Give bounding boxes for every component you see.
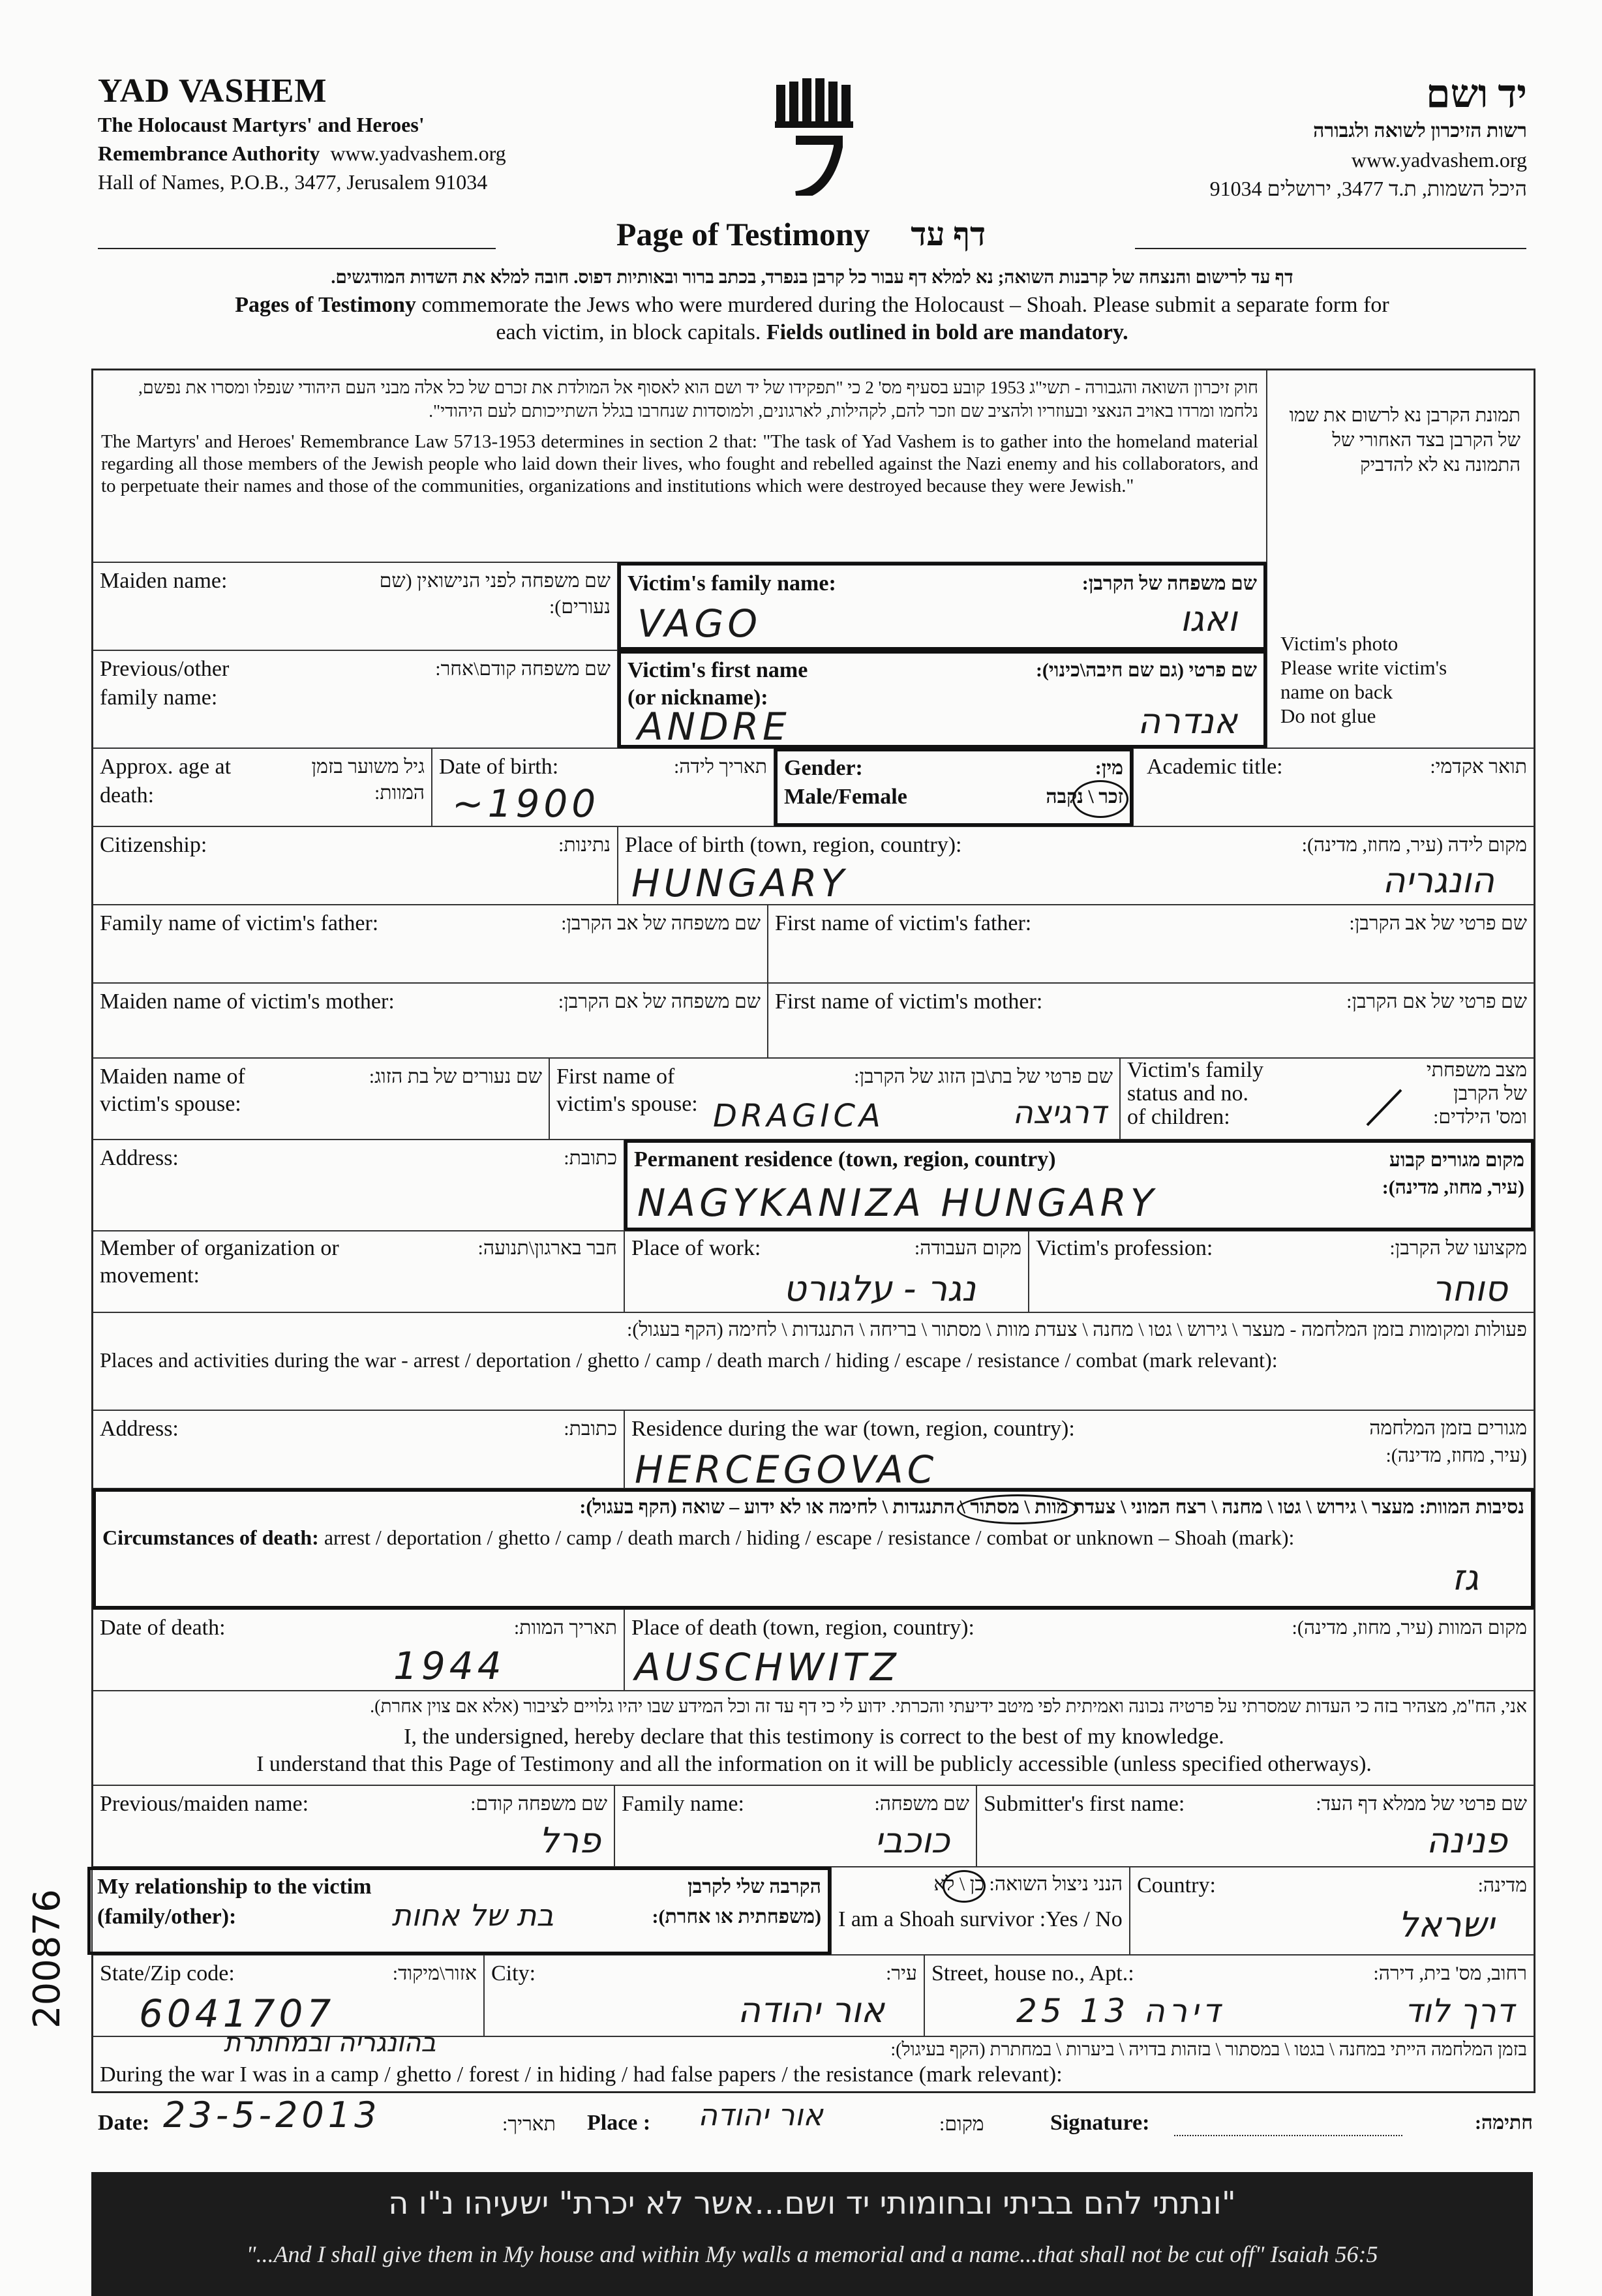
address-label-he: כתובת: (564, 1147, 617, 1169)
birthplace-value-he: הונגריה (1382, 860, 1494, 901)
photo-instructions-en (1280, 631, 1447, 728)
death-date-label: Date of death: (100, 1616, 226, 1640)
family-name-label-he: שם משפחה של הקרבן: (1081, 573, 1257, 594)
declaration-en-1: I, the undersigned, hereby declare that this testimony is correct to the best of my knowledge. (404, 1725, 1224, 1749)
place-work-label-he: מקום העבודה: (914, 1237, 1021, 1259)
first-name-label-he: שם פרטי (גם שם חיבה\כינוי): (1035, 659, 1257, 681)
war-res-label-he-1: מגורים בזמן המלחמה (1369, 1417, 1527, 1439)
title-he: דף עד (911, 216, 986, 252)
place-label-he: מקום: (939, 2113, 984, 2135)
address-en: Hall of Names, P.O.B., 3477, Jerusalem 91034 (98, 170, 488, 194)
intro-en-line1: commemorate the Jews who were murdered during the Holocaust – Shoah. Please submit a separate form for (416, 293, 1389, 317)
war-camp-label-he: בזמן המלחמה הייתי במחנה \ בגטו \ במסתור \ בזהות בדויה \ ביערות \ במחתרת (הקף בעיגול): (890, 2040, 1527, 2060)
prev-family-label-1: Previous/other (100, 657, 230, 681)
age-label-he: גיל משוער בזמן המוות: (311, 756, 425, 804)
citizenship-label: Citizenship: (100, 833, 207, 857)
war-res-label-he (1369, 1415, 1527, 1470)
intro-he: דף עד לרישום והנצחה של קרבנות השואה; נא למלא דף עבור כל קרבן בנפרד, בכתב ברור ובאותיות דפוס. חובה למלא את השדות המודגשים. (331, 267, 1293, 288)
member-org-label-1: Member of organization or (100, 1236, 339, 1260)
law-box (93, 370, 1267, 562)
spouse-first-label-he: שם פרטי של בת\בן הזוג של הקרבן: (854, 1066, 1113, 1087)
age-label-2: death: (100, 783, 155, 808)
street-value-he: דרך לוד (1404, 1992, 1514, 2030)
death-date-value: 1944 (393, 1644, 506, 1688)
father-first-field[interactable] (768, 905, 1534, 983)
family-name-field[interactable] (618, 562, 1267, 650)
death-date-label-he: תאריך המוות: (513, 1617, 617, 1639)
dob-value: ~1900 (452, 781, 600, 826)
relationship-label-he-2: (משפחתית או אחרת): (652, 1906, 821, 1927)
org-name-he: יד ושם (1426, 72, 1527, 115)
dob-label: Date of birth: (439, 755, 559, 779)
zip-label: State/Zip code: (100, 1961, 235, 1986)
header-english (98, 72, 506, 196)
birthplace-field[interactable] (618, 826, 1534, 905)
family-status-label (1127, 1059, 1263, 1129)
family-status-label-he-2: של הקרבן (1453, 1083, 1527, 1104)
declaration (93, 1691, 1534, 1785)
war-activities-field[interactable] (93, 1312, 1534, 1410)
submitter-first-field[interactable] (976, 1785, 1534, 1867)
org-sub1-en: The Holocaust Martyrs' and Heroes' (98, 113, 425, 136)
previous-family-name-field[interactable] (93, 650, 618, 748)
photo-instructions-he: תמונת הקרבן נא לרשום את שמו של הקרבן בצד האחורי של התמונה נא לא להדביק (1289, 405, 1520, 476)
submitter-war-field[interactable] (93, 2028, 1534, 2092)
first-name-value-he: אנדרה (1138, 701, 1237, 742)
family-name-value-he: ואגו (1180, 598, 1237, 639)
submitter-family-field[interactable] (614, 1785, 976, 1867)
city-label: City: (491, 1961, 536, 1986)
mother-first-field[interactable] (768, 983, 1534, 1058)
footer-quote-en: "...And I shall give them in My house and within My walls a memorial and a name...that shall not be cut off" Isaiah 56:5 (246, 2241, 1378, 2267)
age-label-1: Approx. age at (100, 755, 232, 779)
birthplace-label-he: מקום לידה (עיר, מחוז, מדינה): (1301, 834, 1527, 856)
spouse-maiden-label-2: victim's spouse: (100, 1092, 241, 1116)
date-label: Date: (98, 2111, 150, 2135)
father-family-field[interactable] (93, 905, 768, 983)
spouse-first-label-2: victim's spouse: (556, 1092, 698, 1116)
gender-field[interactable] (774, 748, 1133, 826)
family-name-value: VAGO (637, 601, 762, 646)
address-he: היכל השמות, ת.ד 3477, ירושלים 91034 (1209, 177, 1527, 200)
father-family-label: Family name of victim's father: (100, 911, 379, 935)
war-address-label: Address: (100, 1417, 179, 1441)
father-first-label-he: שם פרטי של אב הקרבן: (1349, 913, 1527, 934)
spouse-maiden-field[interactable] (93, 1058, 549, 1140)
city-value-he: אור יהודה (737, 1989, 884, 2031)
place-label: Place : (587, 2111, 651, 2135)
footer-banner (91, 2172, 1533, 2296)
relationship-value-he: בת של אחות (391, 1897, 554, 1933)
family-status-mark (1362, 1085, 1408, 1130)
intro-en-line2: each victim, in block capitals. (496, 320, 766, 344)
war-address-label-he: כתובת: (564, 1418, 617, 1440)
family-status-label-he-1: מצב משפחתי (1426, 1059, 1527, 1081)
zip-label-he: אזור\מיקוד: (392, 1963, 477, 1984)
page-title (0, 215, 1602, 253)
gender-options-he: זכר \ נקבה (1046, 786, 1123, 808)
spouse-first-value-he: דרגיצה (1012, 1095, 1106, 1131)
submitter-first-label: Submitter's first name: (984, 1792, 1185, 1816)
relationship-label-he-1: הקרבה שלי לקרבן (688, 1876, 821, 1897)
maiden-name-field[interactable] (93, 562, 618, 650)
profession-value-he: סוחר (1432, 1268, 1507, 1309)
street-label-he: רחוב, מס' בית, דירה: (1373, 1963, 1527, 1984)
first-name-value: ANDRE (637, 704, 791, 749)
date-label-he: תאריך: (502, 2113, 556, 2135)
country-value-he: ישראל (1398, 1904, 1494, 1945)
signature-label-he: חתימה: (1475, 2112, 1533, 2134)
male-selected-circle (1072, 780, 1128, 818)
submitter-first-value-he: פנינה (1426, 1820, 1507, 1861)
spouse-first-field[interactable] (549, 1058, 1120, 1140)
death-place-label: Place of death (town, region, country): (631, 1616, 975, 1640)
perm-res-value: NAGYKANIZA HUNGARY (637, 1181, 1158, 1225)
place-of-work-field[interactable] (624, 1231, 1029, 1312)
mother-first-label-he: שם פרטי של אם הקרבן: (1346, 991, 1527, 1012)
family-status-label-2: status and no. (1127, 1081, 1249, 1106)
perm-res-label-he-2: (עיר, מחוז, מדינה): (1382, 1177, 1524, 1198)
spouse-maiden-label-he: שם נעורים של בת הזוג: (369, 1066, 542, 1087)
law-text-en: The Martyrs' and Heroes' Remembrance Law 5713-1953 determines in section 2 that: "The task of Yad Vashem is to gather into the homeland material regarding all those members of the Jewish people who laid down their lives, who fought and rebelled against the Nazi enemy and his collaborators, and to perpetuate their names and those of the communities, organizations and institutions which were destroyed because they were Jewish." (101, 431, 1258, 496)
submitter-family-value-he: כוכבי (874, 1820, 950, 1861)
place-value-he[interactable]: אור יהודה (698, 2097, 823, 2132)
mother-first-label: First name of victim's mother: (775, 989, 1043, 1014)
submitter-family-label: Family name: (622, 1792, 744, 1816)
address-field[interactable] (93, 1140, 624, 1231)
maiden-name-label-he: שם משפחה לפני הנישואין (שם נעורים): (379, 570, 611, 618)
city-label-he: עיר: (886, 1963, 917, 1984)
street-label: Street, house no., Apt.: (931, 1961, 1134, 1986)
law-text-he: חוק זיכרון השואה והגבורה - תשי"ג 1953 קובע בסעיף מס' 2 כי "תפקידו של יד ושם הוא לאסוף אל המולדת את זכרם של כל אלה מבני העם היהודי שנפלו ומסרו את נפשם, נלחמו ומרדו באויב הנאצי ובעוזריו ולהציב שם וזכר להם, לקהילות, לארגונים, ולמוסדות שנחרבו בגלל השתייכותם לעם היהודי". (138, 378, 1258, 421)
academic-label: Academic title: (1147, 755, 1283, 779)
header-hebrew (1210, 72, 1527, 203)
circumstances-value-he: גז (1452, 1557, 1479, 1598)
signature-label: Signature: (1050, 2111, 1150, 2135)
activities-label-he: פעולות ומקומות בזמן המלחמה - מעצר \ גירוש \ גטו \ מחנה \ צעדת מוות \ מסתור \ בריחה \ התנגדות \ לחימה (הקף בעגול): (627, 1319, 1527, 1340)
family-status-field[interactable] (1120, 1058, 1534, 1140)
member-org-label-he: חבר בארגון\תנועה: (477, 1237, 617, 1259)
profession-label-he: מקצועו של הקרבן: (1389, 1237, 1527, 1259)
citizenship-field[interactable] (93, 826, 618, 905)
intro-en-line2-bold: Fields outlined in bold are mandatory. (766, 320, 1128, 344)
gender-label-1: Gender: (784, 756, 863, 780)
death-place-value: AUSCHWITZ (635, 1645, 900, 1689)
birthplace-label: Place of birth (town, region, country): (625, 833, 962, 857)
perm-res-label-he (1382, 1147, 1524, 1201)
relationship-field[interactable] (87, 1867, 831, 1955)
street-value: 25 דירה 13 (1016, 1992, 1224, 2030)
citizenship-label-he: נתינות: (558, 834, 611, 856)
perm-res-label: Permanent residence (town, region, country) (634, 1147, 1056, 1171)
circumstances-label-bold: Circumstances of death: (102, 1526, 319, 1549)
submitter-prev-label: Previous/maiden name: (100, 1792, 309, 1816)
submitter-prev-value-he: פרל (539, 1820, 601, 1861)
first-name-label-1: Victim's first name (627, 658, 808, 682)
mother-maiden-label-he: שם משפחה של אם הקרבן: (558, 991, 761, 1012)
war-res-label-he-2: (עיר, מחוז, מדינה): (1385, 1445, 1527, 1466)
photo-box[interactable] (1267, 370, 1534, 748)
mass-murder-selected-circle (957, 1494, 1078, 1524)
yad-vashem-logo (770, 78, 861, 196)
spouse-maiden-label-1: Maiden name of (100, 1065, 245, 1089)
survivor-field[interactable] (831, 1867, 1130, 1955)
country-label-he: מדינה: (1477, 1875, 1527, 1896)
prev-family-label-he: שם משפחה קודם\אחר: (435, 658, 611, 680)
war-camp-label: During the war I was in a camp / ghetto / forest / in hiding / had false papers / the resistance (mark relevant): (100, 2062, 1063, 2087)
dob-field[interactable] (432, 748, 774, 826)
city-field[interactable] (484, 1955, 924, 2036)
survivor-yes-circle (943, 1870, 986, 1903)
war-res-value: HERCEGOVAC (635, 1447, 938, 1492)
circumstances-label-he: נסיבות המוות: מעצר \ גירוש \ גטו \ מחנה \ רצח המוני \ צעדת מוות \ מסתור \ התנגדות \ לחימה או לא ידוע – שואה (הקף בעגול): (579, 1496, 1524, 1518)
submitter-first-label-he: שם פרטי של ממלא דף העד: (1316, 1793, 1527, 1815)
circumstances-label: arrest / deportation / ghetto / camp / death march / hiding / escape / resistance / combat or unknown – Shoah (mark): (318, 1526, 1295, 1549)
member-org-label-2: movement: (100, 1263, 200, 1288)
country-label: Country: (1137, 1873, 1216, 1897)
dob-label-he: תאריך לידה: (673, 756, 767, 778)
profession-label: Victim's profession: (1036, 1236, 1213, 1260)
gender-label-he: מין: (1095, 757, 1123, 779)
mother-maiden-label: Maiden name of victim's mother: (100, 989, 395, 1014)
perm-res-label-he-1: מקום מגורים קבוע (1389, 1149, 1524, 1171)
family-status-label-he (1427, 1059, 1527, 1129)
profession-field[interactable] (1029, 1231, 1534, 1312)
org-name-en: YAD VASHEM (98, 72, 327, 110)
zip-field[interactable] (93, 1955, 484, 2036)
address-label: Address: (100, 1146, 179, 1170)
death-date-field[interactable] (93, 1609, 624, 1691)
place-work-label: Place of work: (631, 1236, 761, 1260)
photo-note-2: name on back (1280, 680, 1393, 703)
website-he: www.yadvashem.org (1351, 148, 1527, 172)
academic-label-he: תואר אקדמי: (1430, 756, 1527, 778)
academic-title-field[interactable] (1133, 748, 1534, 826)
date-value[interactable]: 23-5-2013 (163, 2094, 381, 2136)
place-work-value-he: נגר - עלגורט (783, 1268, 976, 1309)
mother-maiden-field[interactable] (93, 983, 768, 1058)
first-name-field[interactable] (618, 650, 1267, 748)
gender-label-2: Male/Female (784, 785, 907, 809)
declaration-en-2: I understand that this Page of Testimony and all the information on it will be publicly accessible (unless specified otherways). (256, 1752, 1372, 1776)
intro-en-bold: Pages of Testimony (235, 293, 416, 317)
circumstances-of-death-field[interactable] (93, 1488, 1534, 1609)
death-place-field[interactable] (624, 1609, 1534, 1691)
footer-quote-he: "ונתתי להם בביתי ובחומותי יד ושם...אשר לא יכרת" ישעיהו נ"ו ה (388, 2185, 1236, 2222)
war-address-field[interactable] (93, 1410, 624, 1488)
submitter-prev-label-he: שם משפחה קודם: (470, 1793, 607, 1815)
photo-note-3: Do not glue (1280, 704, 1376, 727)
spouse-first-value: DRAGICA (713, 1098, 884, 1134)
website-en: www.yadvashem.org (330, 142, 506, 165)
family-status-label-he-3: ומס' הילדים: (1433, 1106, 1527, 1128)
survivor-label-he: הנני ניצול השואה: כן \ לא (933, 1873, 1123, 1895)
relationship-label-2: (family/other): (97, 1905, 237, 1929)
war-res-label: Residence during the war (town, region, country): (631, 1417, 1075, 1441)
family-status-label-3: of children: (1127, 1105, 1230, 1129)
family-status-label-1: Victim's family (1127, 1058, 1263, 1082)
age-field[interactable] (93, 748, 432, 826)
photo-note-1: Please write victim's (1280, 656, 1447, 679)
family-name-label: Victim's family name: (627, 571, 836, 596)
testimony-form (91, 369, 1535, 2093)
activities-label: Places and activities during the war - arrest / deportation / ghetto / camp / death march / hiding / escape / resistance / combat (mark relevant): (100, 1348, 1278, 1372)
signature-input[interactable] (1174, 2135, 1402, 2136)
maiden-name-label: Maiden name: (100, 569, 228, 593)
submitter-prev-name-field[interactable] (93, 1785, 614, 1867)
intro (98, 264, 1526, 346)
birthplace-value: HUNGARY (631, 861, 848, 905)
prev-family-label-2: family name: (100, 686, 218, 710)
org-sub2-en: Remembrance Authority (98, 142, 320, 165)
country-field[interactable] (1130, 1867, 1534, 1955)
declaration-he: אני, הח"מ, מצהיר בזה כי העדות שמסרתי על פרטיה נכונה ואמיתית לפי מיטב ידיעתי והכרתי. ידוע לי כי דף עד זה וכל המידע שבו יהיו גלויים לציבור (אלא אם צוין אחרת). (370, 1697, 1527, 1717)
zip-value: 6041707 (139, 1991, 335, 2036)
relationship-label-1: My relationship to the victim (97, 1875, 372, 1899)
photo-label: Victim's photo (1280, 632, 1398, 655)
org-sub-he: רשות הזיכרון לשואה ולגבורה (1313, 120, 1527, 142)
father-family-label-he: שם משפחה של אב הקרבן: (561, 913, 761, 934)
first-name-label-2: (or nickname): (627, 686, 768, 710)
title-en: Page of Testimony (616, 216, 870, 252)
organization-field[interactable] (93, 1231, 624, 1312)
submitter-family-label-he: שם משפחה: (874, 1793, 969, 1815)
father-first-label: First name of victim's father: (775, 911, 1032, 935)
death-place-label-he: מקום המוות (עיר, מחוז, מדינה): (1292, 1617, 1527, 1639)
war-residence-field[interactable] (624, 1410, 1534, 1492)
signature-line (98, 2094, 1533, 2149)
street-field[interactable] (924, 1955, 1534, 2036)
archive-number: 200876 (26, 1889, 68, 2029)
spouse-first-label-1: First name of (556, 1065, 675, 1089)
survivor-label: I am a Shoah survivor :Yes / No (838, 1907, 1123, 1931)
permanent-residence-field[interactable] (624, 1140, 1534, 1231)
war-camp-value-he: בהונגריה ובמחתרת (224, 2028, 436, 2058)
